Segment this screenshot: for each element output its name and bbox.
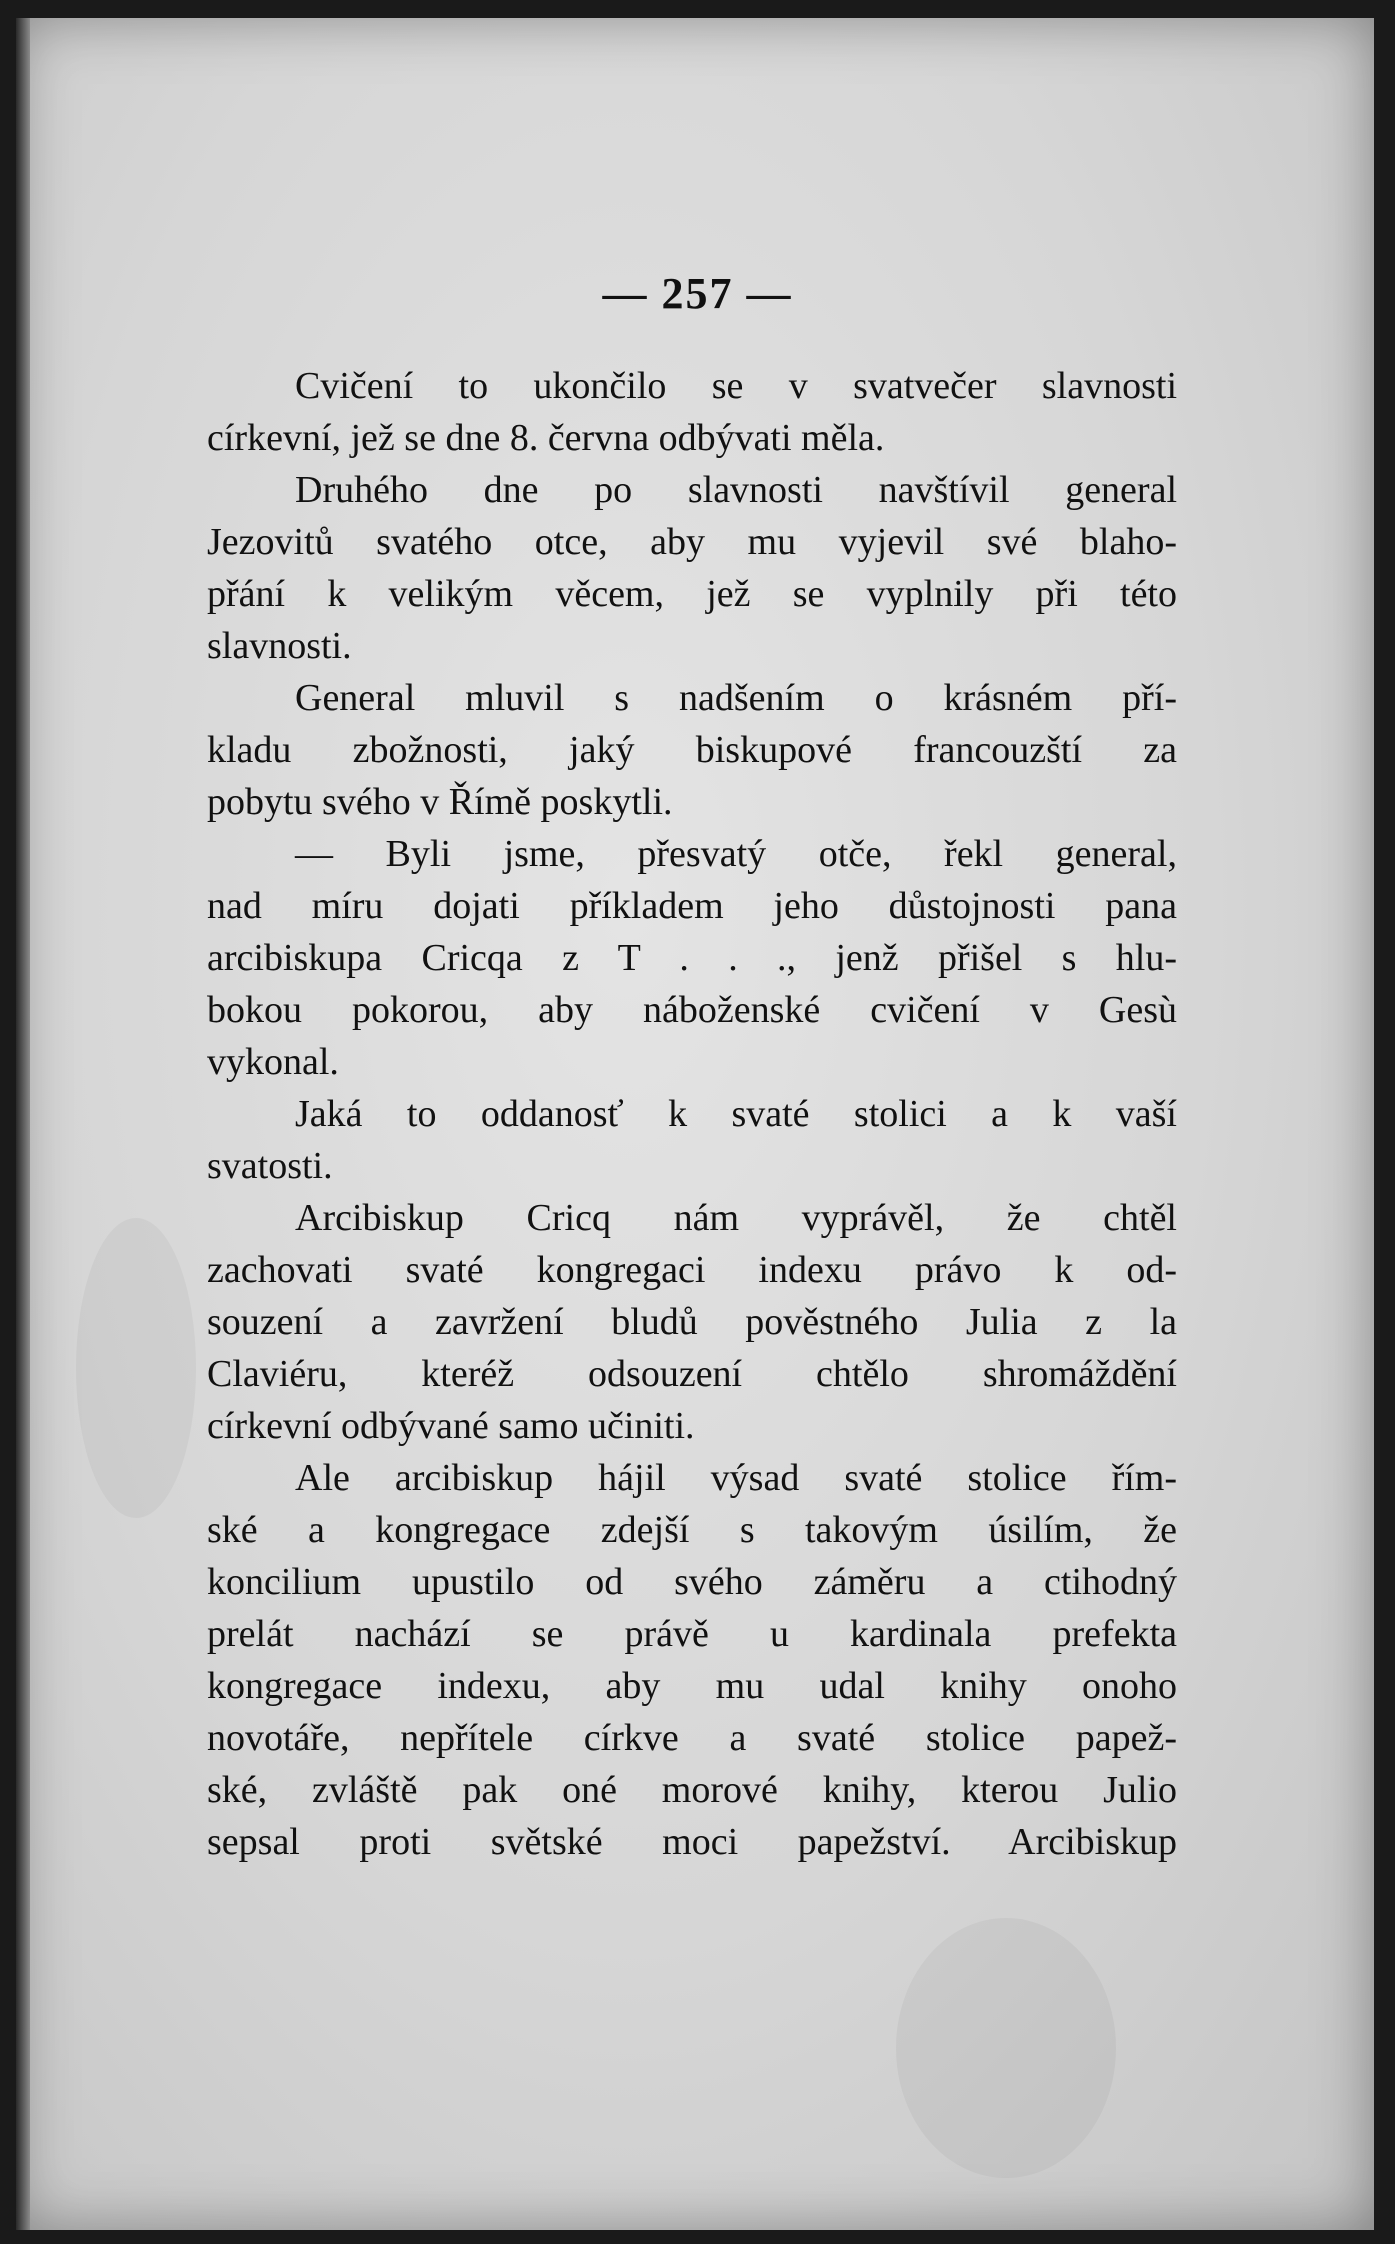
text-line: vykonal. <box>207 1041 339 1083</box>
text-line: zachovati svaté kongregaci indexu právo k od- <box>207 1249 1177 1291</box>
text-line: Jaká to oddanosť k svaté stolici a k vaší <box>295 1093 1177 1135</box>
text-line: Druhého dne po slavnosti navštívil general <box>295 469 1177 511</box>
text-line: Ale arcibiskup hájil výsad svaté stolice řím- <box>295 1457 1177 1499</box>
text-line: kladu zbožnosti, jaký biskupové francouzští za <box>207 729 1177 771</box>
text-line: církevní odbývané samo učiniti. <box>207 1405 695 1447</box>
text-line: prelát nachází se právě u kardinala prefekta <box>207 1613 1177 1655</box>
text-line: církevní, jež se dne 8. června odbývati měla. <box>207 417 885 459</box>
paper-stain <box>896 1918 1116 2178</box>
text-line: Jezovitů svatého otce, aby mu vyjevil své blaho- <box>207 521 1177 563</box>
paper-stain <box>76 1218 196 1518</box>
text-line: General mluvil s nadšením o krásném pří- <box>295 677 1177 719</box>
text-line: novotáře, nepřítele církve a svaté stolice papež- <box>207 1717 1177 1759</box>
text-line: Claviéru, kteréž odsouzení chtělo shromáždění <box>207 1353 1177 1395</box>
text-line: ské a kongregace zdejší s takovým úsilím, že <box>207 1509 1177 1551</box>
text-line: — Byli jsme, přesvatý otče, řekl general, <box>295 833 1177 875</box>
text-line: pobytu svého v Římě poskytli. <box>207 781 673 823</box>
text-line: koncilium upustilo od svého záměru a ctihodný <box>207 1561 1177 1603</box>
page-number: — 257 — <box>602 269 793 318</box>
text-line: přání k velikým věcem, jež se vyplnily při této <box>207 573 1177 615</box>
text-line: slavnosti. <box>207 625 352 667</box>
text-line: svatosti. <box>207 1145 333 1187</box>
text-line: ské, zvláště pak oné morové knihy, kterou Julio <box>207 1769 1177 1811</box>
text-line: bokou pokorou, aby náboženské cvičení v Gesù <box>207 989 1177 1031</box>
text-line: arcibiskupa Cricqa z T . . ., jenž přišel s hlu- <box>207 937 1177 979</box>
text-line: kongregace indexu, aby mu udal knihy onoho <box>207 1665 1177 1707</box>
text-line: sepsal proti světské moci papežství. Arcibiskup <box>207 1821 1177 1863</box>
text-line: Arcibiskup Cricq nám vyprávěl, že chtěl <box>295 1197 1177 1239</box>
text-line: souzení a zavržení bludů pověstného Julia z la <box>207 1301 1177 1343</box>
text-line: nad míru dojati příkladem jeho důstojnosti pana <box>207 885 1177 927</box>
paper-edge <box>16 18 30 2230</box>
text-line: Cvičení to ukončilo se v svatvečer slavnosti <box>295 365 1177 407</box>
